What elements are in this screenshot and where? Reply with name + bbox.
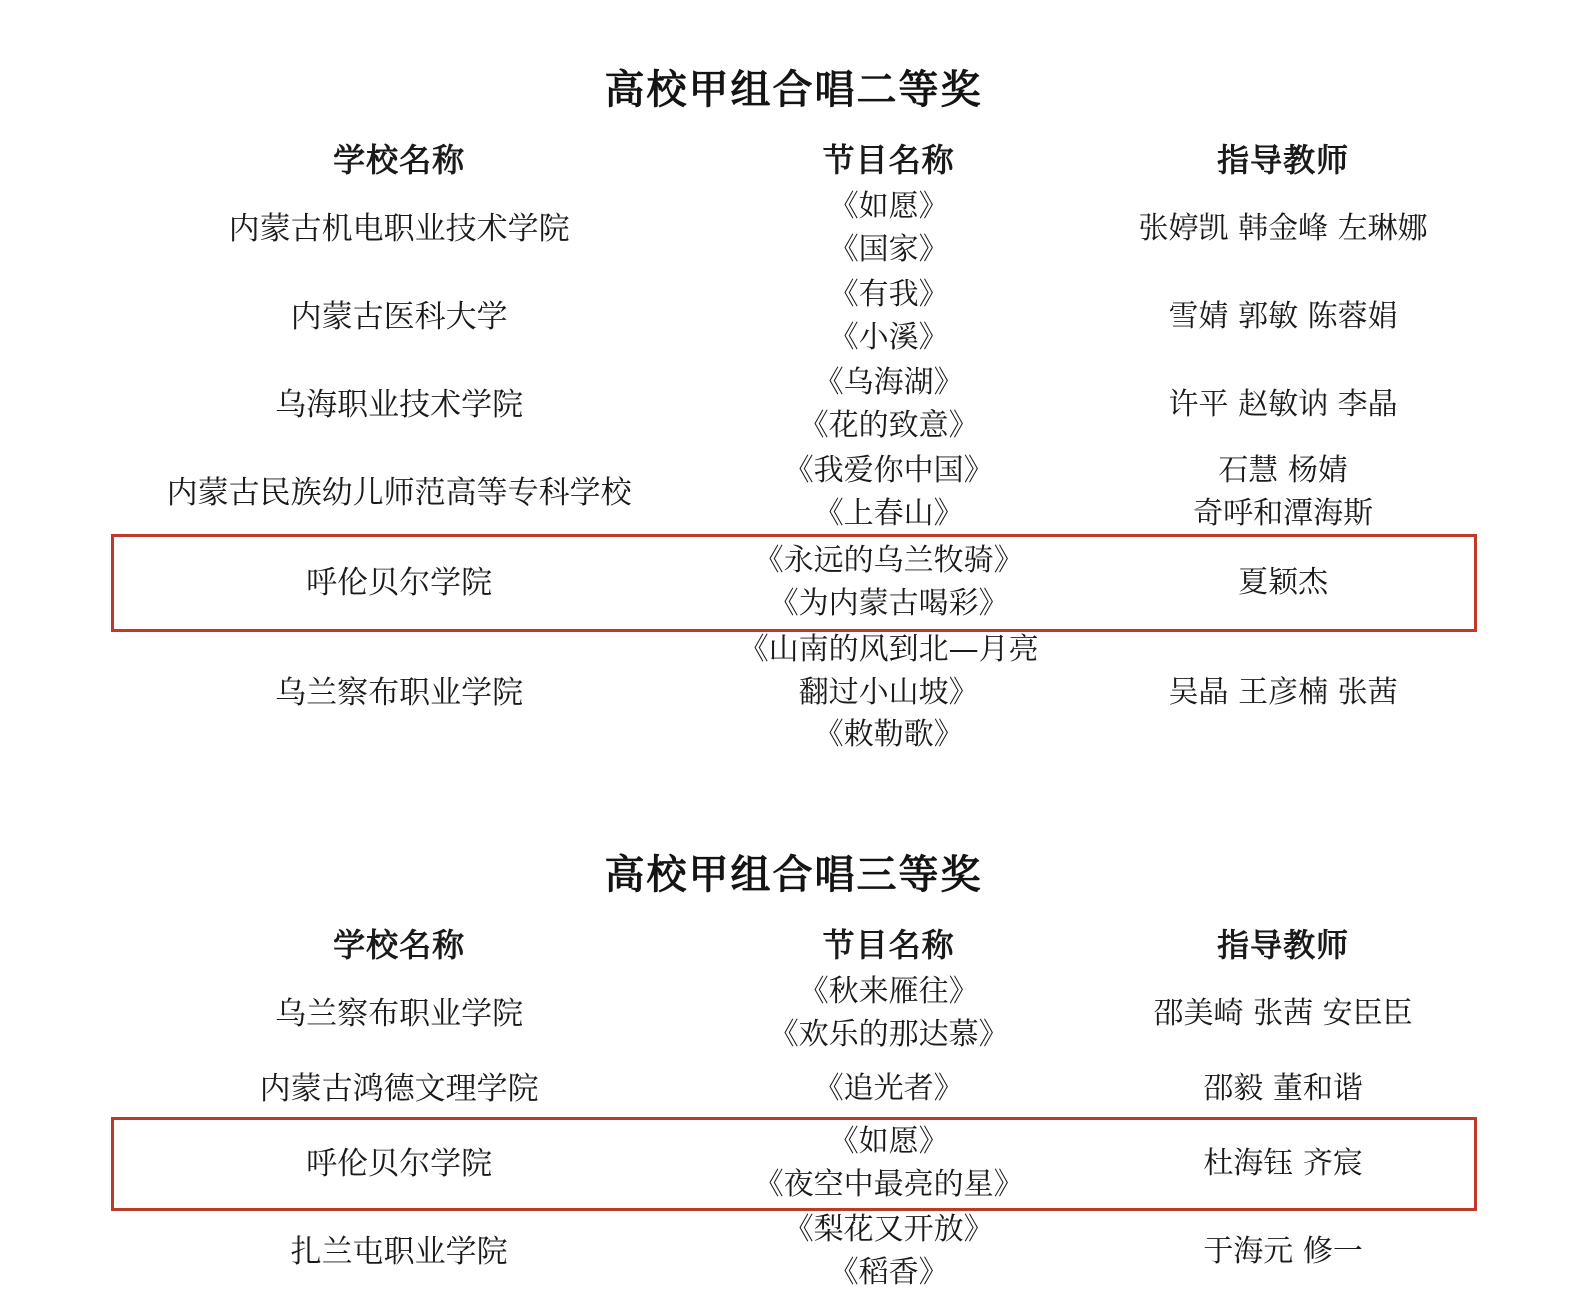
cell-school: 呼伦贝尔学院 (306, 1145, 493, 1182)
cell-school: 扎兰屯职业学院 (290, 1233, 508, 1270)
cell-program: 《有我》 《小溪》 (828, 277, 949, 355)
cell-program: 《追光者》 (813, 1070, 964, 1106)
cell-program: 《永远的乌兰牧骑》 《为内蒙古喝彩》 (753, 543, 1024, 621)
column-header-school: 学校名称 (333, 141, 466, 180)
table-row (114, 273, 1474, 361)
column-header-program: 节目名称 (822, 926, 955, 965)
cell-teacher: 张婷凯 韩金峰 左琳娜 (1138, 210, 1428, 246)
column-header-teacher: 指导教师 (1217, 926, 1350, 965)
table-row (114, 970, 1474, 1058)
cell-program: 《乌海湖》 《花的致意》 (798, 365, 979, 443)
cell-teacher: 许平 赵敏讷 李晶 (1168, 386, 1398, 422)
cell-program: 《如愿》 《国家》 (828, 189, 949, 267)
table-row (114, 629, 1474, 757)
cell-teacher: 雪婧 郭敏 陈蓉娟 (1168, 298, 1398, 334)
cell-school: 内蒙古机电职业技术学院 (228, 210, 570, 247)
cell-teacher: 夏颖杰 (1238, 564, 1329, 600)
awards-table (114, 137, 1474, 757)
table-row (114, 1058, 1474, 1120)
cell-school: 内蒙古医科大学 (290, 298, 508, 335)
table-header-row (114, 922, 1474, 970)
cell-teacher: 石慧 杨婧 奇呼和潭海斯 (1193, 453, 1374, 531)
section-title: 高校甲组合唱二等奖 (604, 66, 983, 113)
column-header-school: 学校名称 (333, 926, 466, 965)
cell-program: 《山南的风到北—月亮 翻过小山坡》 《敕勒歌》 (738, 632, 1039, 753)
column-header-teacher: 指导教师 (1217, 141, 1350, 180)
section-title: 高校甲组合唱三等奖 (604, 851, 983, 898)
table-row-highlighted (114, 537, 1474, 629)
cell-school: 乌兰察布职业学院 (275, 674, 524, 711)
cell-teacher: 邵毅 董和谐 (1203, 1070, 1363, 1106)
section-spacer (0, 757, 1587, 843)
cell-program: 《梨花又开放》 《稻香》 (783, 1212, 994, 1290)
cell-school: 内蒙古鸿德文理学院 (259, 1070, 539, 1107)
column-header-program: 节目名称 (822, 141, 955, 180)
cell-school: 内蒙古民族幼儿师范高等专科学校 (166, 474, 632, 511)
table-header-row (114, 137, 1474, 185)
awards-table (114, 922, 1474, 1296)
cell-school: 乌海职业技术学院 (275, 386, 524, 423)
table-row (114, 185, 1474, 273)
cell-teacher: 于海元 修一 (1203, 1233, 1363, 1269)
cell-program: 《我爱你中国》 《上春山》 (783, 453, 994, 531)
cell-teacher: 邵美崎 张茜 安臣臣 (1153, 995, 1413, 1031)
cell-teacher: 吴晶 王彦楠 张茜 (1168, 674, 1398, 710)
table-row-highlighted (114, 1120, 1474, 1208)
cell-school: 乌兰察布职业学院 (275, 995, 524, 1032)
table-row (114, 449, 1474, 537)
cell-program: 《秋来雁往》 《欢乐的那达慕》 (768, 974, 1009, 1052)
table-row (114, 1208, 1474, 1296)
cell-program: 《如愿》 《夜空中最亮的星》 (753, 1124, 1024, 1202)
cell-teacher: 杜海钰 齐宸 (1203, 1145, 1363, 1181)
table-row (114, 361, 1474, 449)
award-section-third-prize (0, 843, 1587, 1296)
cell-school: 呼伦贝尔学院 (306, 564, 493, 601)
